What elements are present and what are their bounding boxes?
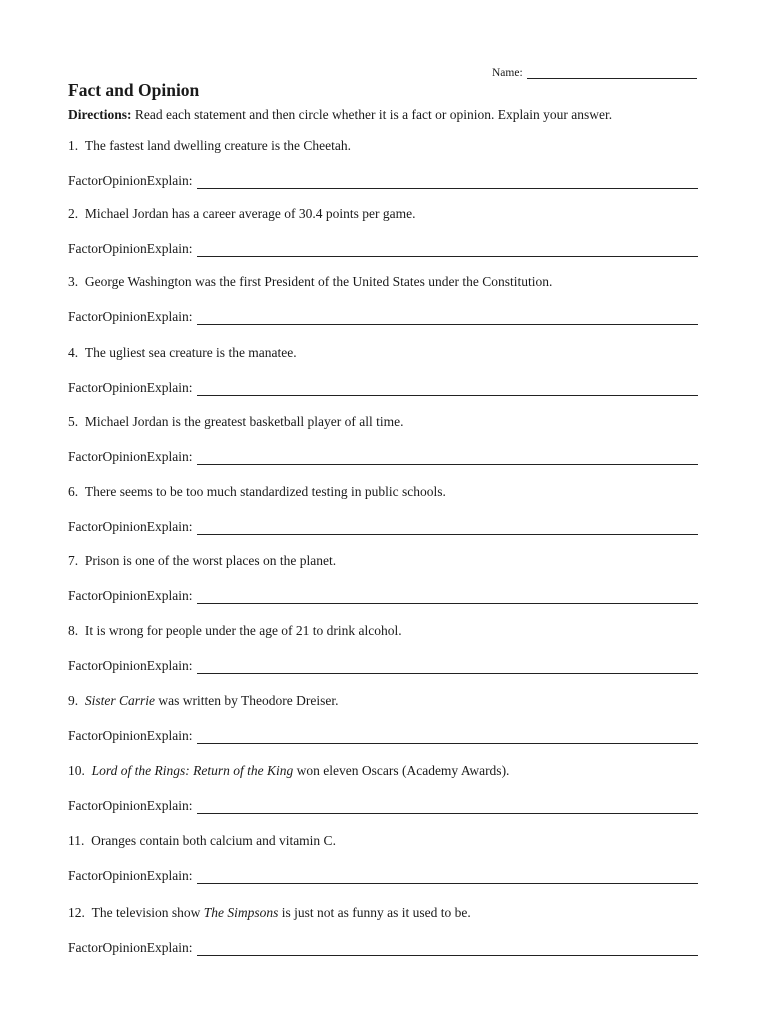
question-statement [68,693,338,709]
answer-row [68,380,698,396]
question-text: The television show [91,905,204,920]
opinion-option[interactable]: Opinion [102,241,147,256]
question-text-end: was written by Theodore Dreiser. [155,693,339,708]
question-number: 7. [68,553,79,568]
page-title: Fact and Opinion [68,80,200,100]
answer-row [68,868,698,884]
question-number: 3. [68,274,79,289]
or-label: or [91,728,103,743]
opinion-option[interactable]: Opinion [102,588,147,603]
opinion-option[interactable]: Opinion [102,868,147,883]
opinion-option[interactable]: Opinion [102,449,147,464]
question-number: 9. [68,693,79,708]
question-number: 11. [68,833,85,848]
question-text: There seems to be too much standardized testing in public schools. [84,484,446,499]
question-statement [68,553,336,569]
explain-answer-line[interactable] [197,588,698,604]
answer-row [68,728,698,744]
question-statement [68,623,402,639]
question-text: Oranges contain both calcium and vitamin C. [91,833,336,848]
question-title-italic: Sister Carrie [84,693,156,708]
answer-row [68,588,698,604]
opinion-option[interactable]: Opinion [102,728,147,743]
question-statement [68,833,336,849]
fact-option[interactable]: Fact [68,380,92,395]
question-statement [68,274,552,290]
opinion-option[interactable]: Opinion [102,173,147,188]
fact-option[interactable]: Fact [68,868,92,883]
answer-row [68,449,698,465]
explain-label: Explain: [146,940,193,955]
explain-label: Explain: [146,798,193,813]
question-text: Prison is one of the worst places on the planet. [84,553,337,568]
fact-option[interactable]: Fact [68,658,92,673]
question-text: It is wrong for people under the age of 21 to drink alcohol. [84,623,402,638]
answer-row [68,658,698,674]
or-label: or [91,658,103,673]
explain-label: Explain: [146,868,193,883]
question-number: 2. [68,206,79,221]
name-line[interactable] [527,65,697,79]
question-title-italic: The Simpsons [203,905,279,920]
explain-answer-line[interactable] [197,380,698,396]
fact-option[interactable]: Fact [68,241,92,256]
explain-answer-line[interactable] [197,798,698,814]
explain-label: Explain: [146,173,193,188]
or-label: or [91,309,103,324]
explain-answer-line[interactable] [197,173,698,189]
explain-answer-line[interactable] [197,519,698,535]
explain-answer-line[interactable] [197,940,698,956]
explain-answer-line[interactable] [197,658,698,674]
opinion-option[interactable]: Opinion [102,309,147,324]
fact-option[interactable]: Fact [68,798,92,813]
question-text: The fastest land dwelling creature is the Cheetah. [84,138,352,153]
explain-label: Explain: [146,519,193,534]
or-label: or [91,173,103,188]
question-text: George Washington was the first President of the United States under the Constitution. [84,274,553,289]
or-label: or [91,519,103,534]
explain-label: Explain: [146,588,193,603]
answer-row [68,940,698,956]
directions-label: Directions: [68,107,132,122]
question-text-end: is just not as funny as it used to be. [278,905,471,920]
question-statement [68,484,446,500]
explain-answer-line[interactable] [197,241,698,257]
fact-option[interactable]: Fact [68,173,92,188]
question-statement [68,763,509,779]
question-statement [68,414,404,430]
name-label: Name: [492,67,523,79]
question-number: 4. [68,345,79,360]
question-statement [68,345,297,361]
answer-row [68,519,698,535]
question-statement [68,206,415,222]
question-text: The ugliest sea creature is the manatee. [84,345,297,360]
opinion-option[interactable]: Opinion [102,798,147,813]
question-number: 12. [68,905,85,920]
question-text: Michael Jordan is the greatest basketball player of all time. [84,414,404,429]
question-text-end: won eleven Oscars (Academy Awards). [293,763,510,778]
or-label: or [91,241,103,256]
question-number: 8. [68,623,79,638]
name-field[interactable] [492,65,697,79]
or-label: or [91,380,103,395]
question-number: 10. [68,763,85,778]
explain-label: Explain: [146,241,193,256]
or-label: or [91,449,103,464]
explain-label: Explain: [146,309,193,324]
explain-label: Explain: [146,380,193,395]
answer-row [68,241,698,257]
question-number: 1. [68,138,79,153]
fact-option[interactable]: Fact [68,449,92,464]
answer-row [68,798,698,814]
or-label: or [91,798,103,813]
question-number: 6. [68,484,79,499]
answer-row [68,309,698,325]
directions-text: Read each statement and then circle whether it is a fact or opinion. Explain your answer. [131,107,613,122]
opinion-option[interactable]: Opinion [102,658,147,673]
or-label: or [91,588,103,603]
explain-answer-line[interactable] [197,449,698,465]
or-label: or [91,940,103,955]
fact-option[interactable]: Fact [68,728,92,743]
fact-option[interactable]: Fact [68,309,92,324]
question-statement [68,905,471,921]
explain-label: Explain: [146,449,193,464]
opinion-option[interactable]: Opinion [102,940,147,955]
question-text: Michael Jordan has a career average of 30.4 points per game. [84,206,416,221]
explain-answer-line[interactable] [197,309,698,325]
question-statement [68,138,351,154]
fact-option[interactable]: Fact [68,519,92,534]
directions [68,107,612,123]
explain-answer-line[interactable] [197,728,698,744]
opinion-option[interactable]: Opinion [102,380,147,395]
fact-option[interactable]: Fact [68,588,92,603]
question-number: 5. [68,414,79,429]
fact-option[interactable]: Fact [68,940,92,955]
explain-answer-line[interactable] [197,868,698,884]
question-title-italic: Lord of the Rings: Return of the King [91,763,294,778]
explain-label: Explain: [146,728,193,743]
or-label: or [91,868,103,883]
opinion-option[interactable]: Opinion [102,519,147,534]
answer-row [68,173,698,189]
explain-label: Explain: [146,658,193,673]
